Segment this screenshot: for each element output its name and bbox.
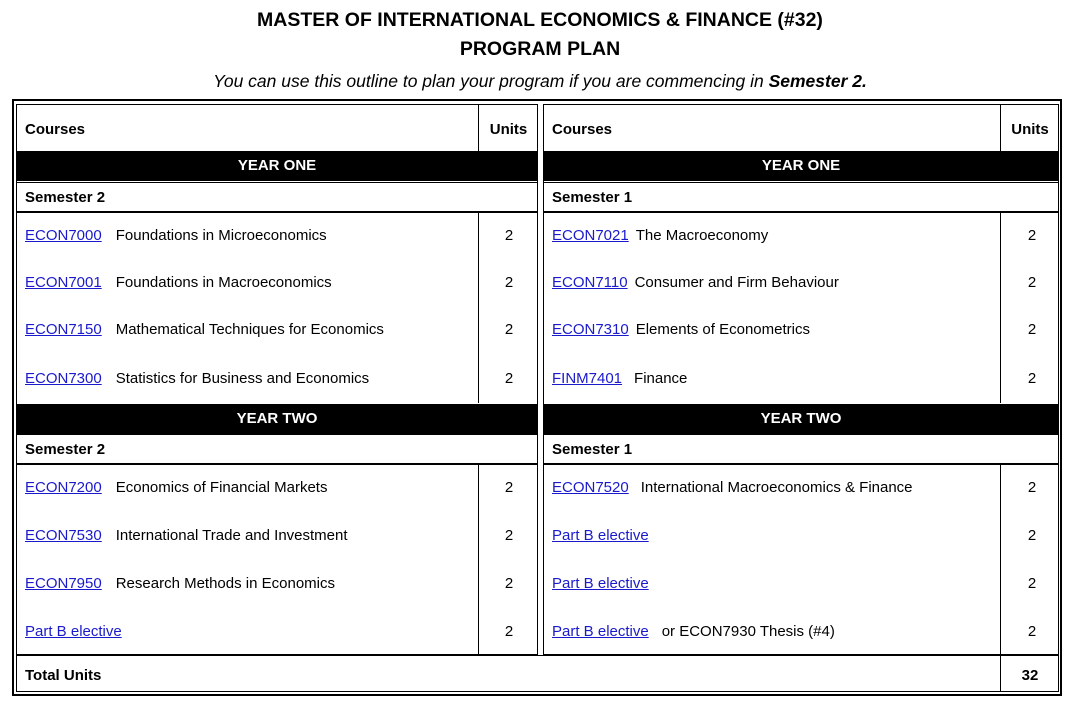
- course-name: The Macroeconomy: [635, 227, 769, 244]
- course-name: Research Methods in Economics: [115, 575, 335, 592]
- course-name: Finance: [634, 370, 688, 387]
- course-row: [25, 227, 327, 244]
- course-name: Statistics for Business and Economics: [115, 370, 370, 387]
- course-row: [552, 623, 835, 640]
- course-code-link[interactable]: ECON7520: [552, 479, 629, 496]
- course-units: 2: [1027, 623, 1037, 640]
- course-row: [25, 274, 332, 291]
- courses-column-header: Courses: [552, 121, 613, 138]
- semester-label: Semester 1: [552, 189, 633, 206]
- course-units: 2: [1027, 575, 1037, 592]
- course-name: Mathematical Techniques for Economics: [115, 321, 384, 338]
- semester-label: Semester 1: [552, 441, 633, 458]
- course-name: Economics of Financial Markets: [115, 479, 328, 496]
- course-name: Elements of Econometrics: [635, 321, 810, 338]
- course-code-link[interactable]: ECON7000: [25, 227, 102, 244]
- course-units: 2: [504, 479, 514, 496]
- course-name: Foundations in Macroeconomics: [115, 274, 332, 291]
- course-name: International Trade and Investment: [115, 527, 348, 544]
- units-divider: [478, 213, 479, 403]
- course-units: 2: [1027, 321, 1037, 338]
- course-code-link[interactable]: ECON7110: [552, 274, 628, 291]
- course-row: [552, 527, 649, 544]
- semester-divider: [544, 211, 1058, 213]
- course-code-link[interactable]: ECON7310: [552, 321, 629, 338]
- units-divider: [478, 465, 479, 655]
- course-units: 2: [504, 370, 514, 387]
- course-units: 2: [1027, 274, 1037, 291]
- courses-column-header: Courses: [25, 121, 86, 138]
- subtitle-text: You can use this outline to plan your program if you are commencing in: [213, 71, 769, 91]
- semester-divider: [17, 463, 537, 465]
- thesis-alternative: or ECON7930 Thesis (#4): [661, 623, 835, 640]
- course-units: 2: [1027, 227, 1037, 244]
- year-one-bar: YEAR ONE: [17, 151, 537, 181]
- course-name: International Macroeconomics & Finance: [640, 479, 913, 496]
- course-row: [552, 227, 768, 244]
- elective-link[interactable]: Part B elective: [25, 623, 122, 640]
- right-plan-column: [543, 104, 1059, 655]
- elective-link[interactable]: Part B elective: [552, 527, 649, 544]
- subtitle-emphasis: Semester 2.: [768, 71, 867, 91]
- row-divider: [544, 182, 1058, 183]
- course-units: 2: [504, 274, 514, 291]
- course-name: Foundations in Microeconomics: [115, 227, 327, 244]
- course-units: 2: [504, 575, 514, 592]
- course-units: 2: [1027, 479, 1037, 496]
- program-title: MASTER OF INTERNATIONAL ECONOMICS & FINANCE (#32): [257, 9, 823, 31]
- plan-subtitle: [0, 71, 1080, 92]
- units-column-header: Units: [1011, 121, 1049, 138]
- course-row: [25, 370, 369, 387]
- course-row: [25, 623, 122, 640]
- program-plan-heading: PROGRAM PLAN: [459, 38, 621, 60]
- units-divider: [1000, 465, 1001, 655]
- total-units-value: 32: [1021, 667, 1039, 684]
- semester-divider: [17, 211, 537, 213]
- semester-divider: [544, 463, 1058, 465]
- course-code-link[interactable]: ECON7950: [25, 575, 102, 592]
- course-units: 2: [504, 227, 514, 244]
- course-row: [25, 321, 384, 338]
- year-two-bar: YEAR TWO: [544, 404, 1058, 434]
- units-column-header: Units: [489, 121, 528, 138]
- course-row: [552, 370, 687, 387]
- year-one-bar: YEAR ONE: [544, 151, 1058, 181]
- total-units-row: [16, 655, 1059, 692]
- semester-label: Semester 2: [25, 189, 106, 206]
- row-divider: [544, 434, 1058, 435]
- course-code-link[interactable]: ECON7001: [25, 274, 102, 291]
- total-units-label: Total Units: [25, 667, 102, 684]
- row-divider: [17, 182, 537, 183]
- course-row: [25, 479, 327, 496]
- course-code-link[interactable]: ECON7300: [25, 370, 102, 387]
- course-units: 2: [504, 321, 514, 338]
- course-row: [25, 575, 335, 592]
- year-two-bar: YEAR TWO: [17, 404, 537, 434]
- course-name: Consumer and Firm Behaviour: [634, 274, 839, 291]
- course-units: 2: [504, 623, 514, 640]
- units-divider: [1000, 213, 1001, 403]
- elective-link[interactable]: Part B elective: [552, 623, 649, 640]
- course-code-link[interactable]: ECON7200: [25, 479, 102, 496]
- course-code-link[interactable]: ECON7150: [25, 321, 102, 338]
- row-divider: [17, 434, 537, 435]
- course-row: [552, 575, 649, 592]
- course-row: [552, 479, 913, 496]
- course-code-link[interactable]: FINM7401: [552, 370, 623, 387]
- course-units: 2: [1027, 527, 1037, 544]
- elective-link[interactable]: Part B elective: [552, 575, 649, 592]
- semester-label: Semester 2: [25, 441, 106, 458]
- left-plan-column: [16, 104, 538, 655]
- course-row: [552, 321, 810, 338]
- course-row: [25, 527, 348, 544]
- course-code-link[interactable]: ECON7530: [25, 527, 102, 544]
- course-units: 2: [504, 527, 514, 544]
- course-row: [552, 274, 839, 291]
- course-code-link[interactable]: ECON7021: [552, 227, 629, 244]
- course-units: 2: [1027, 370, 1037, 387]
